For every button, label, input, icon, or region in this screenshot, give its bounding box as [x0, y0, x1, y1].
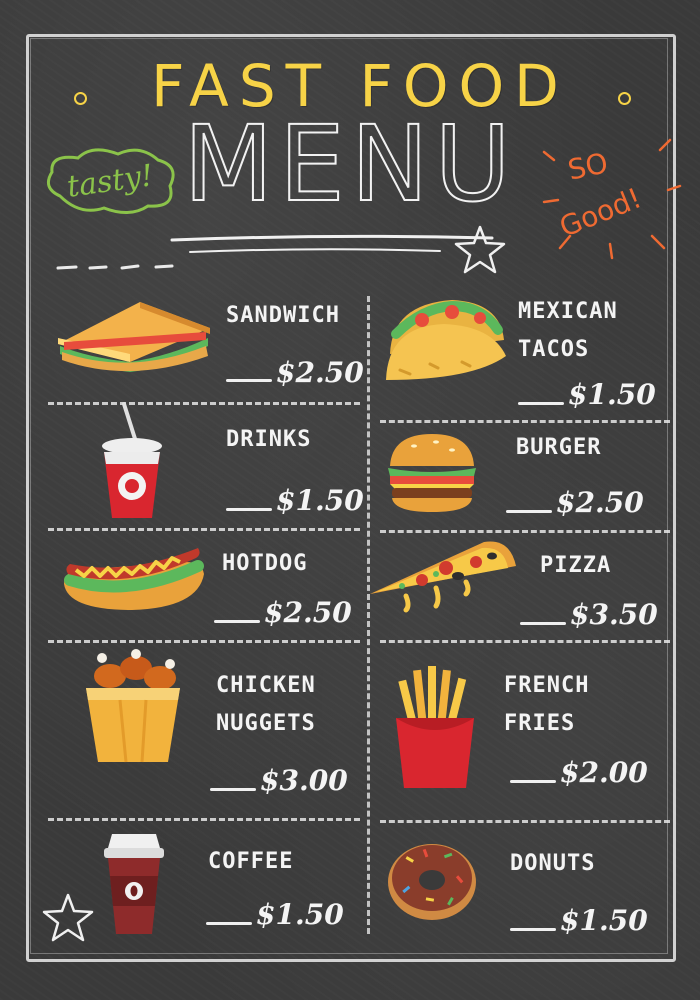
price-dash: [510, 780, 556, 783]
pizza-slice-icon: [366, 536, 520, 610]
tasty-text: tasty!: [64, 157, 156, 205]
chalk-squiggle-left: [56, 258, 216, 278]
row-divider-right-3: [380, 640, 670, 643]
price-dash: [210, 788, 256, 791]
item-name-tacos-line1: MEXICAN: [518, 299, 618, 324]
item-price-tacos: $1.50: [568, 378, 656, 411]
item-name-pizza: PIZZA: [540, 553, 612, 578]
so-text: SO: [565, 146, 611, 187]
price-dash: [520, 622, 566, 625]
price-dash: [518, 402, 564, 405]
item-price-donuts: $1.50: [560, 904, 648, 937]
donut-icon: [386, 838, 478, 922]
item-price-coffee: $1.50: [256, 898, 344, 931]
item-name-donuts: DONUTS: [510, 851, 596, 876]
item-price-sandwich: $2.50: [276, 356, 364, 389]
item-name-fries-line2: FRIES: [504, 711, 576, 736]
good-text: Good!: [554, 181, 647, 244]
item-name-chicken-line1: CHICKEN: [216, 673, 316, 698]
item-price-drinks: $1.50: [276, 484, 364, 517]
price-dash: [226, 508, 272, 511]
star-doodle-icon: [40, 892, 96, 944]
item-name-hotdog: HOTDOG: [222, 551, 308, 576]
price-dash: [214, 620, 260, 623]
taco-icon: [382, 294, 512, 384]
item-price-pizza: $3.50: [570, 598, 658, 631]
row-divider-left-3: [48, 640, 360, 643]
burger-icon: [384, 432, 480, 514]
item-name-fries-line1: FRENCH: [504, 673, 590, 698]
price-dash: [206, 922, 252, 925]
row-divider-right-4: [380, 820, 670, 823]
hotdog-icon: [58, 540, 208, 614]
item-name-coffee: COFFEE: [208, 849, 294, 874]
item-price-fries: $2.00: [560, 756, 648, 789]
french-fries-icon: [390, 664, 480, 790]
so-good-badge: [540, 140, 680, 260]
soda-cup-icon: [96, 400, 172, 524]
center-divider: [367, 296, 370, 934]
chicken-bucket-icon: [80, 648, 186, 766]
coffee-cup-icon: [98, 830, 170, 936]
title-menu: MENU: [183, 103, 517, 225]
row-divider-left-4: [48, 818, 360, 821]
item-price-burger: $2.50: [556, 486, 644, 519]
row-divider-left-1: [48, 402, 360, 405]
item-price-chicken: $3.00: [260, 764, 348, 797]
item-name-sandwich: SANDWICH: [226, 303, 340, 328]
sandwich-icon: [50, 296, 215, 376]
title-fast-food: FAST FOOD: [151, 52, 569, 120]
row-divider-right-1: [380, 420, 670, 423]
item-name-chicken-line2: NUGGETS: [216, 711, 316, 736]
item-name-tacos-line2: TACOS: [518, 337, 590, 362]
item-name-burger: BURGER: [516, 435, 602, 460]
row-divider-right-2: [380, 530, 670, 533]
item-price-hotdog: $2.50: [264, 596, 352, 629]
title-underline: [170, 232, 500, 262]
price-dash: [506, 510, 552, 513]
price-dash: [226, 379, 272, 382]
price-dash: [510, 928, 556, 931]
row-divider-left-2: [48, 528, 360, 531]
tasty-badge: [40, 146, 180, 216]
item-name-drinks: DRINKS: [226, 427, 312, 452]
star-doodle-icon: [452, 224, 508, 274]
